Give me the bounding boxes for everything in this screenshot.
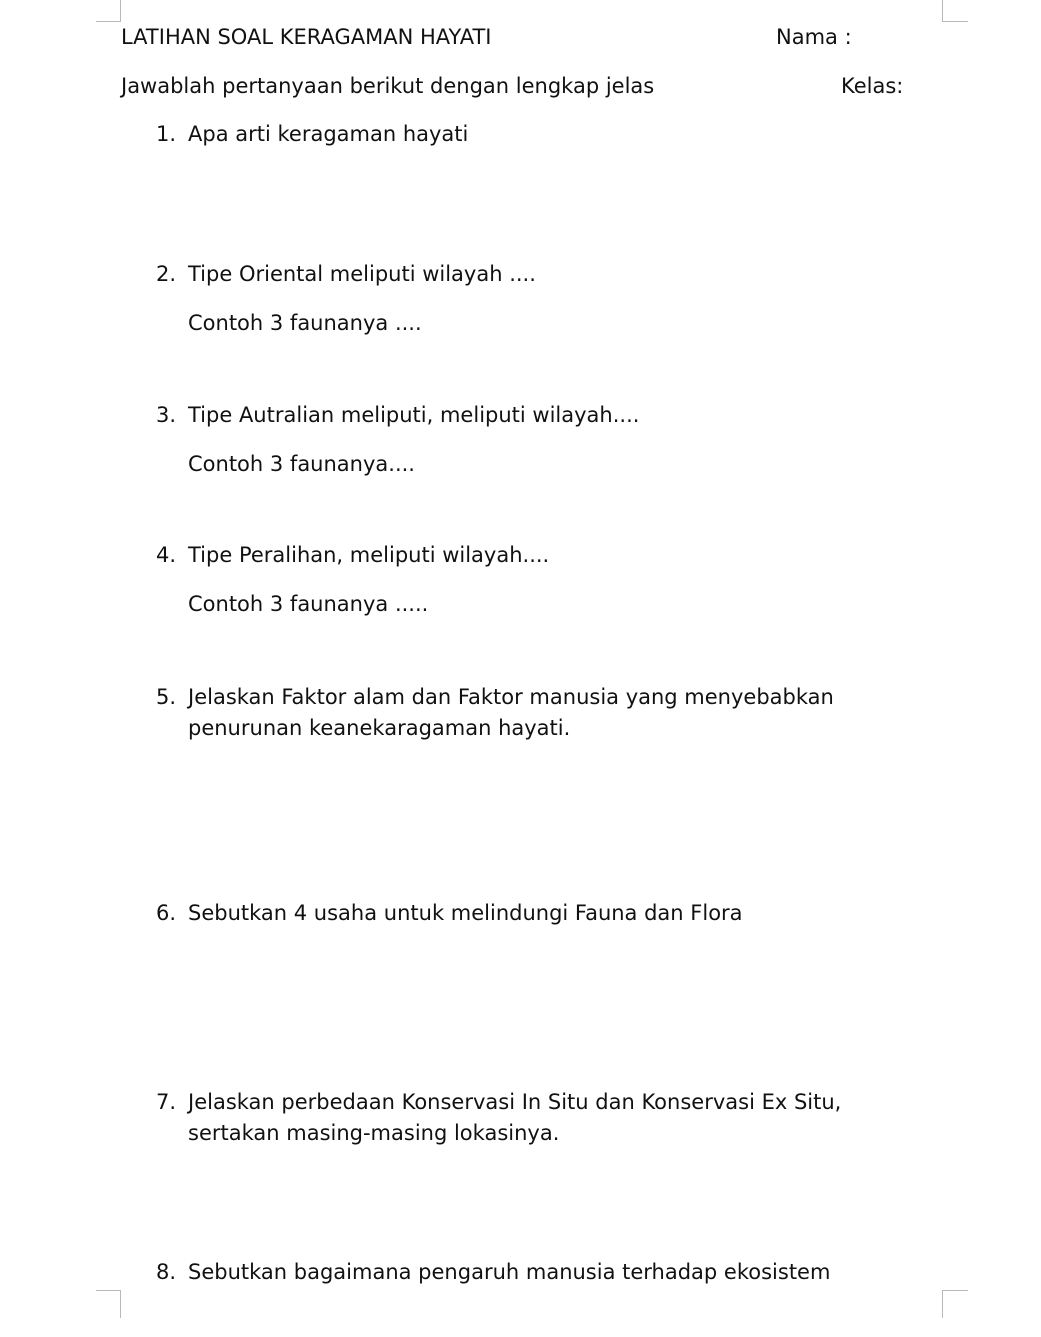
question-subtext: Contoh 3 faunanya .... xyxy=(188,311,422,335)
question-4 xyxy=(156,540,916,620)
worksheet-title: LATIHAN SOAL KERAGAMAN HAYATI xyxy=(121,25,492,49)
question-7 xyxy=(156,1087,916,1149)
crop-mark-bottom-right-vertical xyxy=(942,1290,943,1318)
crop-mark-bottom-left-vertical xyxy=(120,1290,121,1318)
question-text-line-1: Jelaskan perbedaan Konservasi In Situ dan Konservasi Ex Situ, xyxy=(188,1090,842,1114)
question-text-line-2: penurunan keanekaragaman hayati. xyxy=(188,716,571,740)
crop-mark-bottom-right-horizontal xyxy=(942,1290,968,1291)
question-number: 2. xyxy=(156,262,177,286)
question-number: 1. xyxy=(156,122,177,146)
question-subtext: Contoh 3 faunanya.... xyxy=(188,452,415,476)
question-6 xyxy=(156,898,916,929)
question-number: 5. xyxy=(156,685,177,709)
question-text: Sebutkan bagaimana pengaruh manusia terhadap ekosistem xyxy=(188,1260,831,1284)
question-text: Tipe Oriental meliputi wilayah .... xyxy=(188,262,536,286)
class-label: Kelas: xyxy=(841,74,904,98)
crop-mark-top-right-horizontal xyxy=(942,21,968,22)
question-text: Apa arti keragaman hayati xyxy=(188,122,469,146)
question-3 xyxy=(156,400,916,480)
question-number: 6. xyxy=(156,901,177,925)
name-label: Nama : xyxy=(776,25,852,49)
question-text: Sebutkan 4 usaha untuk melindungi Fauna dan Flora xyxy=(188,901,743,925)
question-number: 7. xyxy=(156,1090,177,1114)
question-text: Tipe Peralihan, meliputi wilayah.... xyxy=(188,543,550,567)
question-2 xyxy=(156,259,916,339)
crop-mark-top-left-vertical xyxy=(120,0,121,22)
question-subtext: Contoh 3 faunanya ..... xyxy=(188,592,429,616)
question-number: 8. xyxy=(156,1260,177,1284)
question-text: Tipe Autralian meliputi, meliputi wilayah.... xyxy=(188,403,640,427)
crop-mark-bottom-left-horizontal xyxy=(96,1290,120,1291)
question-5 xyxy=(156,682,916,744)
question-8 xyxy=(156,1257,916,1288)
instruction-text: Jawablah pertanyaan berikut dengan lengkap jelas xyxy=(121,74,655,98)
question-number: 3. xyxy=(156,403,177,427)
crop-mark-top-right-vertical xyxy=(942,0,943,22)
question-text-line-1: Jelaskan Faktor alam dan Faktor manusia yang menyebabkan xyxy=(188,685,834,709)
question-number: 4. xyxy=(156,543,177,567)
crop-mark-top-left-horizontal xyxy=(96,21,120,22)
question-1 xyxy=(156,119,916,150)
question-text-line-2: sertakan masing-masing lokasinya. xyxy=(188,1121,560,1145)
